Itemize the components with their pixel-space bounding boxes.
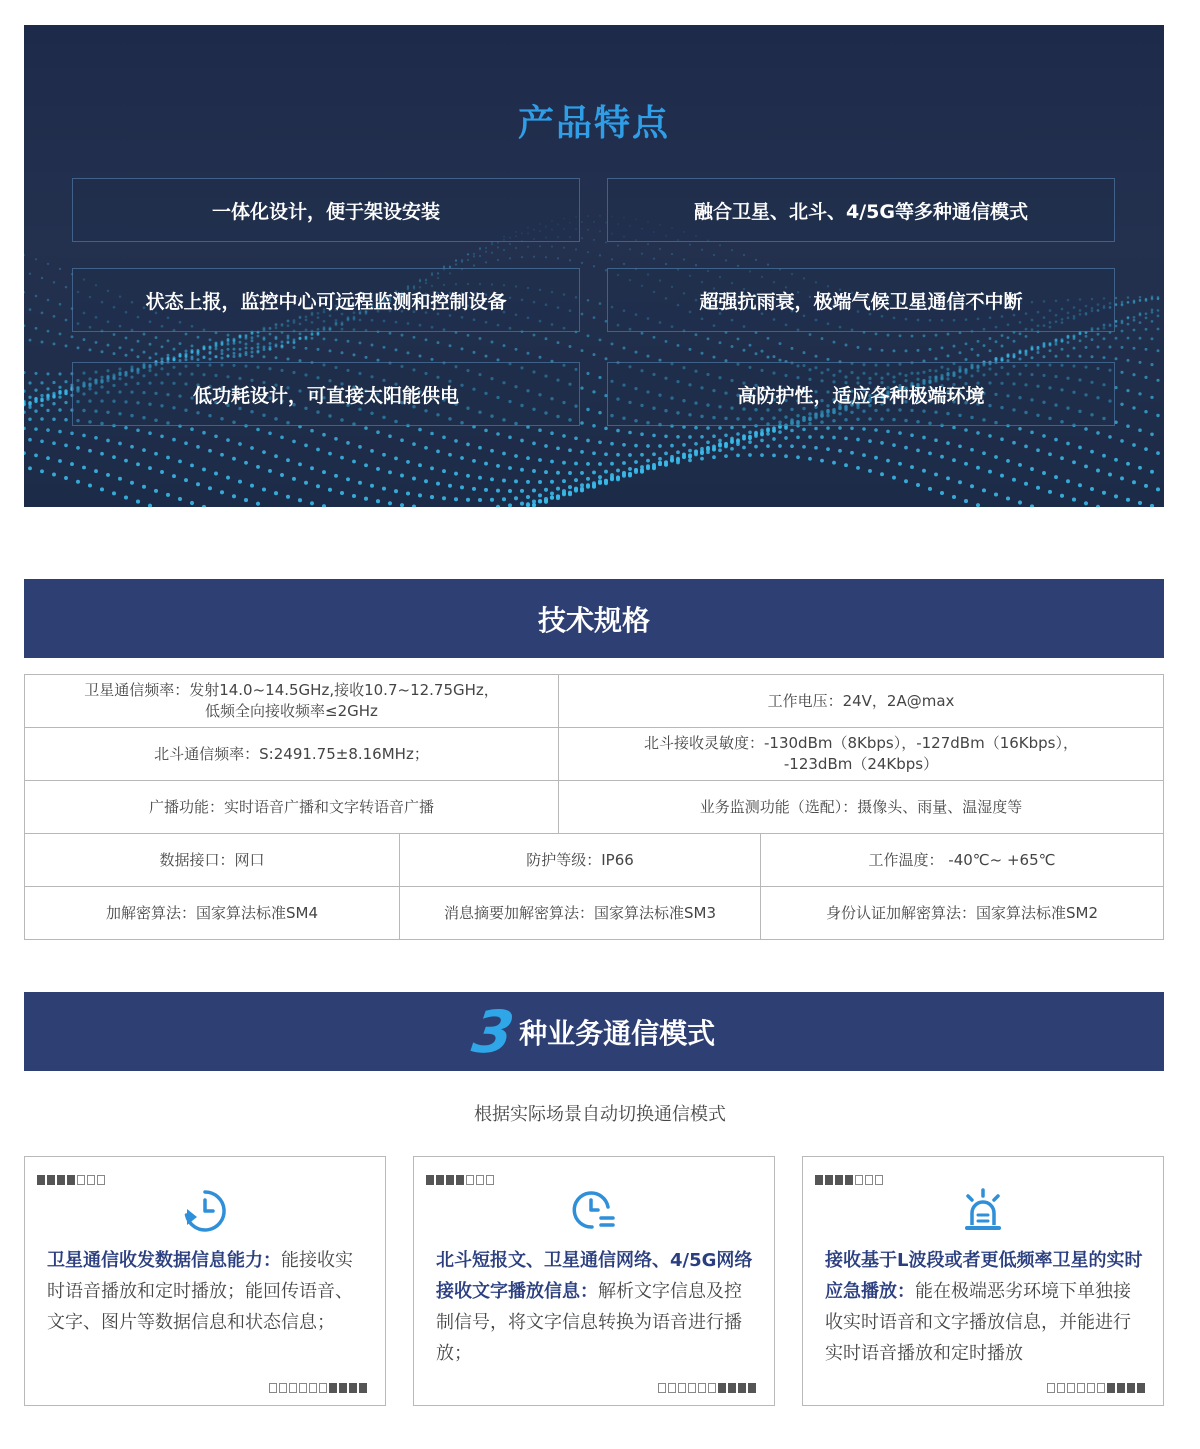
mode-card-heading: 卫星通信收发数据信息能力： [47,1250,281,1271]
mode-card [24,1156,386,1406]
spec-row [24,674,1164,727]
spec-text: 卫星通信频率：发射14.0~14.5GHz,接收10.7~12.75GHz， [84,681,499,699]
spec-row [24,780,1164,833]
spec-cell [25,675,559,727]
spec-cell: 消息摘要加解密算法：国家算法标准SM3 [400,887,761,939]
spec-text: -123dBm（24Kbps） [783,755,939,773]
mode-card-body: 解析文字信息及控制信号，将文字信息转换为语音进行播放； [436,1281,742,1364]
mode-card-body: 能接收实时语音播放和定时播放；能回传语音、文字、图片等数据信息和状态信息； [47,1250,353,1333]
modes-banner [24,992,1164,1071]
clock-play-icon [181,1187,229,1235]
alarm-siren-icon [959,1187,1007,1235]
spec-cell: 北斗通信频率：S:2491.75±8.16MHz； [25,728,559,780]
spec-cell: 数据接口：网口 [25,834,400,886]
spec-banner [24,579,1164,658]
mode-card-body: 能在极端恶劣环境下单独接收实时语音和文字播放信息，并能进行实时语音播放和定时播放 [825,1281,1131,1364]
clock-list-icon [570,1187,618,1235]
spec-row [24,833,1164,886]
feature-item: 低功耗设计，可直接太阳能供电 [72,362,580,426]
spec-cell: 工作温度： -40℃~ +65℃ [761,834,1164,886]
spec-row [24,886,1164,940]
spec-cell: 加解密算法：国家算法标准SM4 [25,887,400,939]
spec-text: 低频全向接收频率≤2GHz [205,702,378,720]
decor-squares [426,1175,494,1185]
spec-cell: 工作电压：24V，2A@max [559,675,1164,727]
mode-card-heading: 北斗短报文、卫星通信网络、4/5G网络接收文字播放信息： [436,1250,753,1302]
decor-squares [815,1175,883,1185]
feature-item: 超强抗雨衰，极端气候卫星通信不中断 [607,268,1115,332]
spec-cell: 广播功能：实时语音广播和文字转语音广播 [25,781,559,833]
mode-card-text [47,1245,367,1338]
modes-number: 3 [468,997,518,1066]
spec-cell: 业务监测功能（选配）：摄像头、雨量、温湿度等 [559,781,1164,833]
feature-item: 融合卫星、北斗、4/5G等多种通信模式 [607,178,1115,242]
mode-card [413,1156,775,1406]
mode-card [802,1156,1164,1406]
decor-squares [1047,1383,1145,1393]
decor-squares [37,1175,105,1185]
feature-item: 状态上报，监控中心可远程监测和控制设备 [72,268,580,332]
spec-row [24,727,1164,780]
feature-item: 一体化设计，便于架设安装 [72,178,580,242]
modes-title: 种业务通信模式 [519,1016,716,1050]
mode-card-text [825,1245,1145,1369]
decor-squares [269,1383,367,1393]
decor-squares [658,1383,756,1393]
features-title: 产品特点 [517,103,670,144]
spec-table [24,674,1164,940]
spec-title: 技术规格 [537,603,650,637]
mode-card-text [436,1245,756,1369]
features-section [24,25,1164,507]
modes-subtitle: 根据实际场景自动切换通信模式 [474,1104,726,1125]
spec-cell [559,728,1164,780]
mode-card-heading: 接收基于L波段或者更低频率卫星的实时应急播放： [825,1250,1143,1302]
spec-cell: 防护等级：IP66 [400,834,761,886]
feature-item: 高防护性，适应各种极端环境 [607,362,1115,426]
spec-cell: 身份认证加解密算法：国家算法标准SM2 [761,887,1164,939]
spec-text: 北斗接收灵敏度：-130dBm（8Kbps），-127dBm（16Kbps）， [644,734,1078,752]
